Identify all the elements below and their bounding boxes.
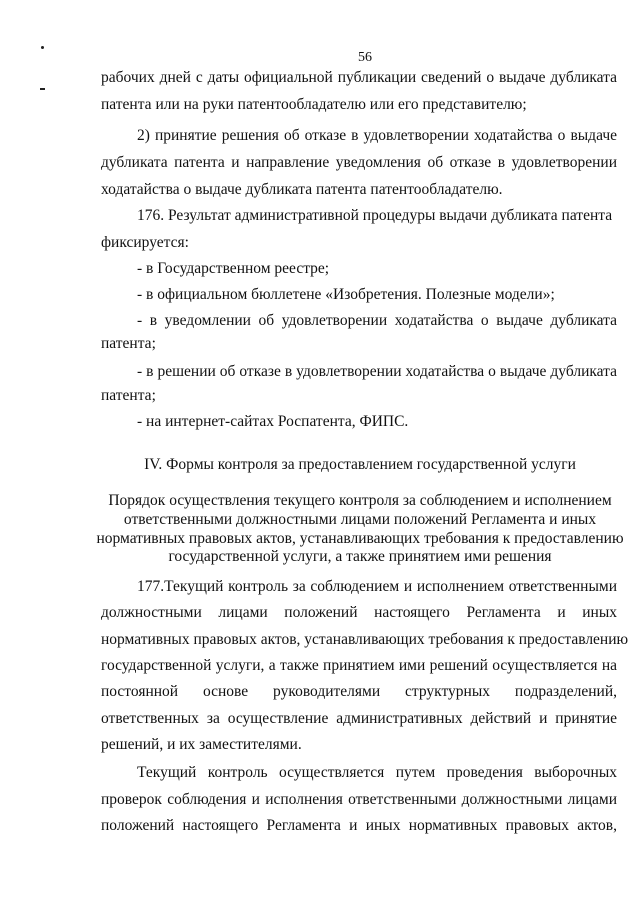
page-number: 56 bbox=[358, 50, 372, 65]
list-item: - в решении об отказе в удовлетворении ходатайства о выдаче дубликата bbox=[137, 363, 617, 380]
subheading-line: нормативных правовых актов, устанавливающих требования к предоставлению bbox=[96, 530, 624, 547]
list-item: - в Государственном реестре; bbox=[137, 260, 330, 277]
text-line: положений настоящего Регламента и иных нормативных правовых актов, bbox=[101, 817, 617, 834]
text-line: постоянной основе руководителями структурных подразделений, bbox=[101, 683, 617, 700]
text-line: рабочих дней с даты официальной публикации сведений о выдаче дубликата bbox=[101, 69, 617, 86]
subheading-line: государственной услуги, а также принятием ими решения bbox=[168, 548, 552, 565]
text-line: Текущий контроль осуществляется путем проведения выборочных bbox=[137, 764, 617, 781]
subheading-line: Порядок осуществления текущего контроля за соблюдением и исполнением bbox=[108, 492, 612, 509]
list-item: - на интернет-сайтах Роспатента, ФИПС. bbox=[137, 413, 409, 430]
scan-mark-dot bbox=[41, 46, 44, 49]
text-line: 176. Результат административной процедуры выдачи дубликата патента bbox=[137, 207, 613, 224]
text-line: 2) принятие решения об отказе в удовлетворении ходатайства о выдаче bbox=[137, 127, 617, 144]
text-line: 177.Текущий контроль за соблюдением и исполнением ответственными bbox=[137, 578, 617, 595]
subheading-line: ответственными должностными лицами положений Регламента и иных bbox=[123, 511, 597, 528]
text-line: нормативных правовых актов, устанавливающих требования к предоставлению bbox=[101, 631, 629, 648]
scan-mark-dash bbox=[40, 88, 45, 90]
text-line: дубликата патента и направление уведомления об отказе в удовлетворении bbox=[101, 154, 617, 171]
text-line: должностными лицами положений настоящего Регламента и иных bbox=[101, 604, 617, 621]
list-item-continuation: патента; bbox=[101, 335, 156, 352]
text-line: патента или на руки патентообладателю или его представителю; bbox=[101, 96, 527, 113]
text-line: ответственных за осуществление административных действий и принятие bbox=[101, 710, 617, 727]
list-item: - в уведомлении об удовлетворении ходатайства о выдаче дубликата bbox=[137, 312, 617, 329]
text-line: государственной услуги, а также принятием ими решений осуществляется на bbox=[101, 657, 617, 674]
text-line: решений, и их заместителями. bbox=[101, 736, 302, 753]
text-line: фиксируется: bbox=[101, 234, 189, 251]
text-line: ходатайства о выдаче дубликата патента патентообладателю. bbox=[101, 181, 503, 198]
list-item: - в официальном бюллетене «Изобретения. Полезные модели»; bbox=[137, 286, 555, 303]
text-line: проверок соблюдения и исполнения ответственными должностными лицами bbox=[101, 791, 617, 808]
list-item-continuation: патента; bbox=[101, 387, 156, 404]
section-heading: IV. Формы контроля за предоставлением государственной услуги bbox=[144, 456, 576, 473]
